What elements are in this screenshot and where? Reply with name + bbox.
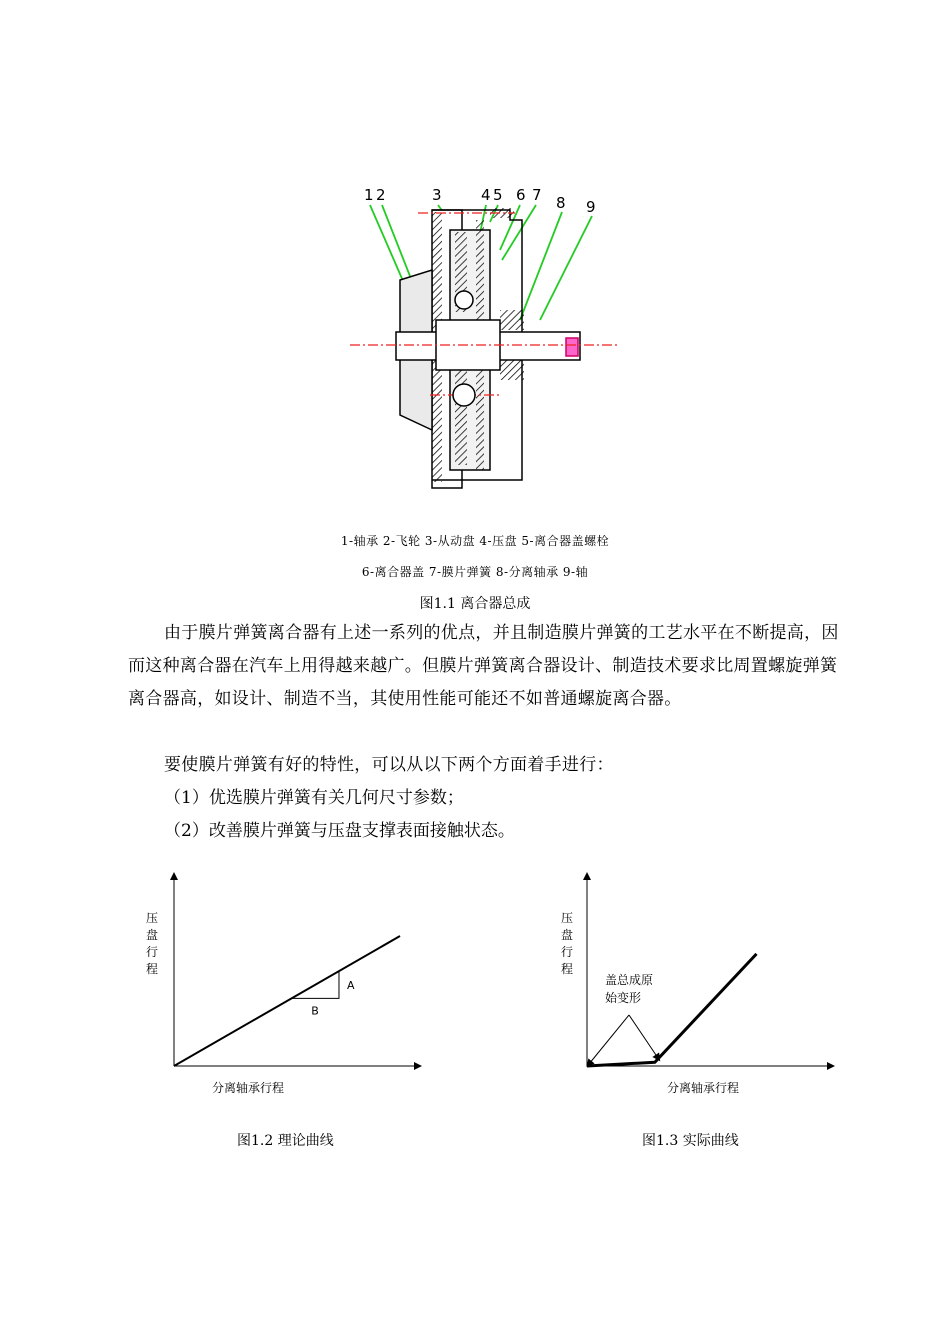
figure-legend-line2: 6-离合器盖 7-膜片弹簧 8-分离轴承 9-轴 bbox=[361, 565, 589, 579]
y-axis-label-char: 压 bbox=[561, 911, 574, 925]
x-axis-label: 分离轴承行程 bbox=[667, 1081, 740, 1095]
part-number-2: 2 bbox=[376, 186, 386, 204]
series-line bbox=[587, 954, 757, 1066]
list-item-1: （1）优选膜片弹簧有关几何尺寸参数； bbox=[164, 788, 464, 808]
clutch-assembly-figure bbox=[340, 180, 640, 500]
annotation-b: B bbox=[311, 1004, 319, 1018]
y-axis-label-char: 行 bbox=[146, 945, 159, 959]
part-number-3: 3 bbox=[432, 186, 442, 204]
figure-title: 图1.1 离合器总成 bbox=[419, 596, 531, 612]
chart-caption-theoretical: 图1.2 理论曲线 bbox=[237, 1133, 334, 1149]
list-item-2: （2）改善膜片弹簧与压盘支撑表面接触状态。 bbox=[164, 821, 515, 841]
y-axis-label bbox=[561, 911, 573, 976]
y-axis-label-char: 盘 bbox=[146, 928, 159, 942]
annotation-line: 始变形 bbox=[605, 991, 642, 1005]
annotation-a: A bbox=[346, 978, 355, 992]
paragraph-2: 要使膜片弹簧有好的特性，可以从以下两个方面着手进行： bbox=[164, 755, 614, 775]
part-number-5: 5 bbox=[493, 186, 503, 204]
y-axis-label-char: 盘 bbox=[561, 928, 574, 942]
part-number-9: 9 bbox=[586, 198, 596, 216]
part-number-4: 4 bbox=[481, 186, 491, 204]
part-number-6: 6 bbox=[516, 186, 526, 204]
annotation-arrows bbox=[589, 1015, 658, 1064]
part-number-8: 8 bbox=[556, 194, 566, 212]
annotation-line: 盖总成原 bbox=[605, 973, 654, 987]
chart-caption-actual: 图1.3 实际曲线 bbox=[642, 1133, 739, 1149]
figure-legend-line1: 1-轴承 2-飞轮 3-从动盘 4-压盘 5-离合器盖螺栓 bbox=[340, 534, 610, 548]
part-number-1: 1 bbox=[364, 186, 374, 204]
y-axis-label bbox=[146, 911, 158, 976]
part-number-7: 7 bbox=[532, 186, 542, 204]
theoretical-curve-chart bbox=[130, 870, 430, 1105]
x-axis-label: 分离轴承行程 bbox=[212, 1081, 285, 1095]
series-line bbox=[174, 936, 400, 1066]
y-axis-label-char: 压 bbox=[146, 911, 159, 925]
y-axis-label-char: 程 bbox=[146, 962, 159, 976]
annotation-original-deformation bbox=[605, 972, 653, 1005]
y-axis-label-char: 程 bbox=[561, 962, 574, 976]
paragraph-1: 由于膜片弹簧离合器有上述一系列的优点，并且制造膜片弹簧的工艺水平在不断提高，因而这种离合器在汽车上用得越来越广。但膜片弹簧离合器设计、制造技术要求比周置螺旋弹簧离合器高，如设计、制造不当，其使用性能可能还不如普通螺旋离合器。 bbox=[128, 623, 839, 709]
actual-curve-chart bbox=[545, 870, 845, 1105]
y-axis-label-char: 行 bbox=[561, 945, 574, 959]
